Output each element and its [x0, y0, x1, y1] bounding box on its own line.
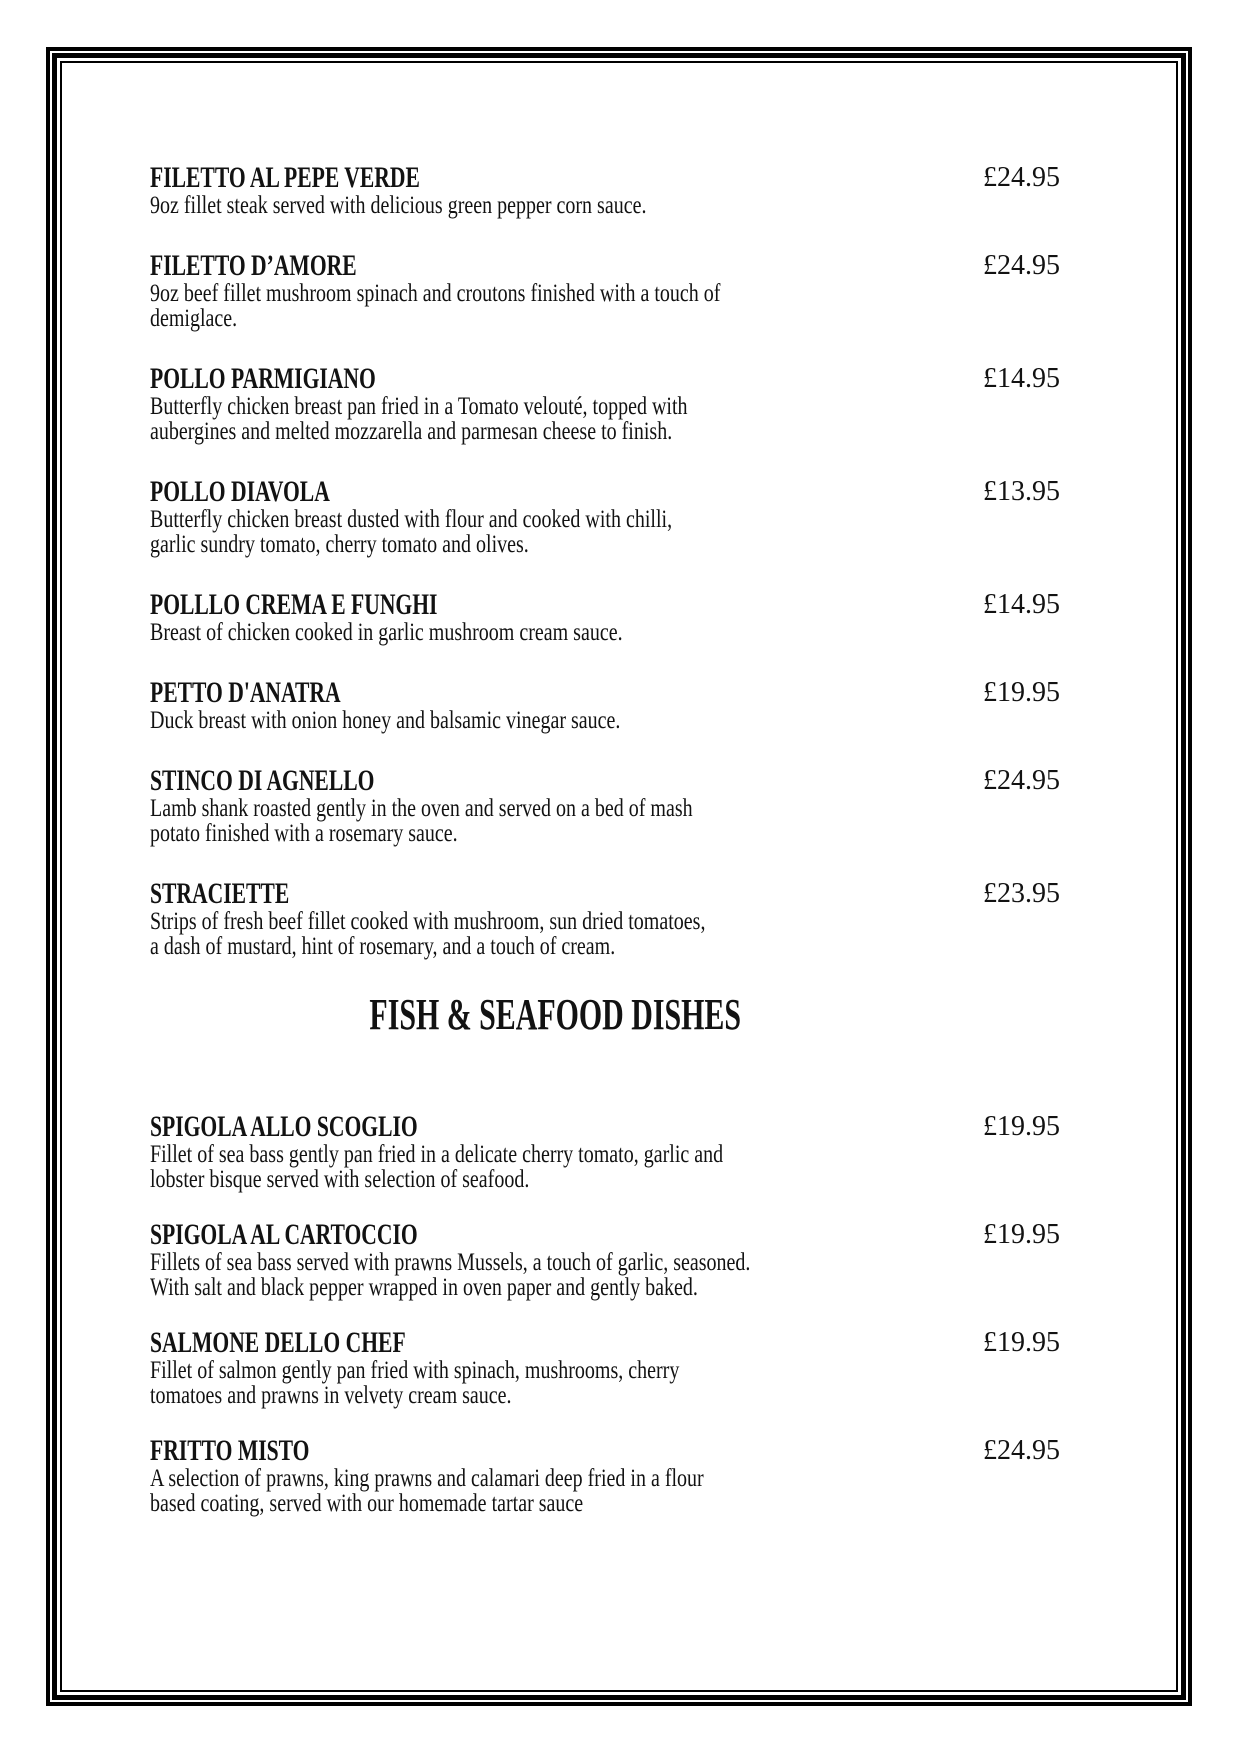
dish-description [150, 1466, 1060, 1516]
dish-description-line: Breast of chicken cooked in garlic mushroom cream sauce. [150, 619, 623, 646]
dish-description-line: Fillet of sea bass gently pan fried in a delicate cherry tomato, garlic and [150, 1141, 724, 1168]
dish-price: £24.95 [983, 162, 1060, 193]
dish-name: FILETTO D’AMORE [150, 249, 357, 282]
dish-description [150, 1358, 1060, 1408]
dish-name: POLLO DIAVOLA [150, 475, 330, 508]
menu-item [150, 590, 1060, 645]
dish-description-line: A selection of prawns, king prawns and calamari deep fried in a flour [150, 1465, 704, 1492]
dish-description-line: a dash of mustard, hint of rosemary, and a touch of cream. [150, 933, 616, 960]
menu-item [150, 766, 1060, 846]
dish-description-line: Butterfly chicken breast dusted with flour and cooked with chilli, [150, 506, 673, 533]
menu-item-row [150, 766, 1060, 796]
dish-description-line: Strips of fresh beef fillet cooked with mushroom, sun dried tomatoes, [150, 908, 706, 935]
dish-description-line: garlic sundry tomato, cherry tomato and olives. [150, 531, 529, 558]
dish-description-line: lobster bisque served with selection of seafood. [150, 1166, 530, 1193]
dish-description-line: based coating, served with our homemade tartar sauce [150, 1490, 584, 1517]
dish-description [150, 620, 1060, 645]
dish-price: £19.95 [983, 1111, 1060, 1142]
dish-description-line: tomatoes and prawns in velvety cream sauce. [150, 1382, 512, 1409]
dish-name: FRITTO MISTO [150, 1434, 310, 1467]
menu-item [150, 1112, 1060, 1192]
dish-description [150, 193, 1060, 218]
dish-description-line: Lamb shank roasted gently in the oven and served on a bed of mash [150, 795, 693, 822]
menu-item-row [150, 364, 1060, 394]
menu-item-row [150, 163, 1060, 193]
dish-name: FILETTO AL PEPE VERDE [150, 161, 420, 194]
section-title [150, 992, 960, 1038]
menu-item [150, 251, 1060, 331]
dish-price: £19.95 [983, 677, 1060, 708]
menu-item-row [150, 477, 1060, 507]
menu-item [150, 1436, 1060, 1516]
menu-item-row [150, 251, 1060, 281]
menu-item-row [150, 590, 1060, 620]
dish-price: £19.95 [983, 1219, 1060, 1250]
dish-description-line: With salt and black pepper wrapped in oven paper and gently baked. [150, 1274, 698, 1301]
section-title-text: FISH & SEAFOOD DISHES [369, 990, 741, 1039]
menu-item [150, 477, 1060, 557]
dish-price: £14.95 [983, 589, 1060, 620]
menu-item-row [150, 879, 1060, 909]
menu-item [150, 879, 1060, 959]
dish-price: £13.95 [983, 476, 1060, 507]
dish-name: PETTO D'ANATRA [150, 676, 341, 709]
menu-item [150, 678, 1060, 733]
dish-description [150, 281, 1060, 331]
dish-name: SPIGOLA AL CARTOCCIO [150, 1218, 418, 1251]
dish-description [150, 1250, 1060, 1300]
menu-item-row [150, 1220, 1060, 1250]
dish-name: SALMONE DELLO CHEF [150, 1326, 406, 1359]
menu-item [150, 163, 1060, 218]
menu-item [150, 364, 1060, 444]
dish-description-line: Fillets of sea bass served with prawns Mussels, a touch of garlic, seasoned. [150, 1249, 751, 1276]
dish-description [150, 1142, 1060, 1192]
dish-description-line: Butterfly chicken breast pan fried in a Tomato velouté, topped with [150, 393, 688, 420]
dish-name: STINCO DI AGNELLO [150, 764, 375, 797]
menu-item [150, 1220, 1060, 1300]
dish-description-line: potato finished with a rosemary sauce. [150, 820, 458, 847]
menu-item-row [150, 1112, 1060, 1142]
dish-price: £19.95 [983, 1327, 1060, 1358]
dish-price: £24.95 [983, 250, 1060, 281]
dish-price: £24.95 [983, 765, 1060, 796]
dish-name: SPIGOLA ALLO SCOGLIO [150, 1110, 418, 1143]
dish-description-line: 9oz fillet steak served with delicious green pepper corn sauce. [150, 192, 647, 219]
dish-price: £24.95 [983, 1435, 1060, 1466]
dish-description [150, 796, 1060, 846]
dish-price: £23.95 [983, 878, 1060, 909]
dish-description [150, 708, 1060, 733]
menu-item-row [150, 678, 1060, 708]
menu-content [150, 163, 1060, 1544]
menu-item [150, 1328, 1060, 1408]
dish-name: POLLLO CREMA E FUNGHI [150, 588, 438, 621]
dish-name: POLLO PARMIGIANO [150, 362, 376, 395]
dish-description-line: Duck breast with onion honey and balsamic vinegar sauce. [150, 707, 621, 734]
menu-item-row [150, 1436, 1060, 1466]
dish-description-line: 9oz beef fillet mushroom spinach and croutons finished with a touch of [150, 280, 721, 307]
menu-item-row [150, 1328, 1060, 1358]
dish-description-line: demiglace. [150, 305, 238, 332]
dish-name: STRACIETTE [150, 877, 290, 910]
dish-description [150, 507, 1060, 557]
dish-description [150, 394, 1060, 444]
dish-price: £14.95 [983, 363, 1060, 394]
dish-description [150, 909, 1060, 959]
dish-description-line: aubergines and melted mozzarella and parmesan cheese to finish. [150, 418, 673, 445]
dish-description-line: Fillet of salmon gently pan fried with spinach, mushrooms, cherry [150, 1357, 680, 1384]
